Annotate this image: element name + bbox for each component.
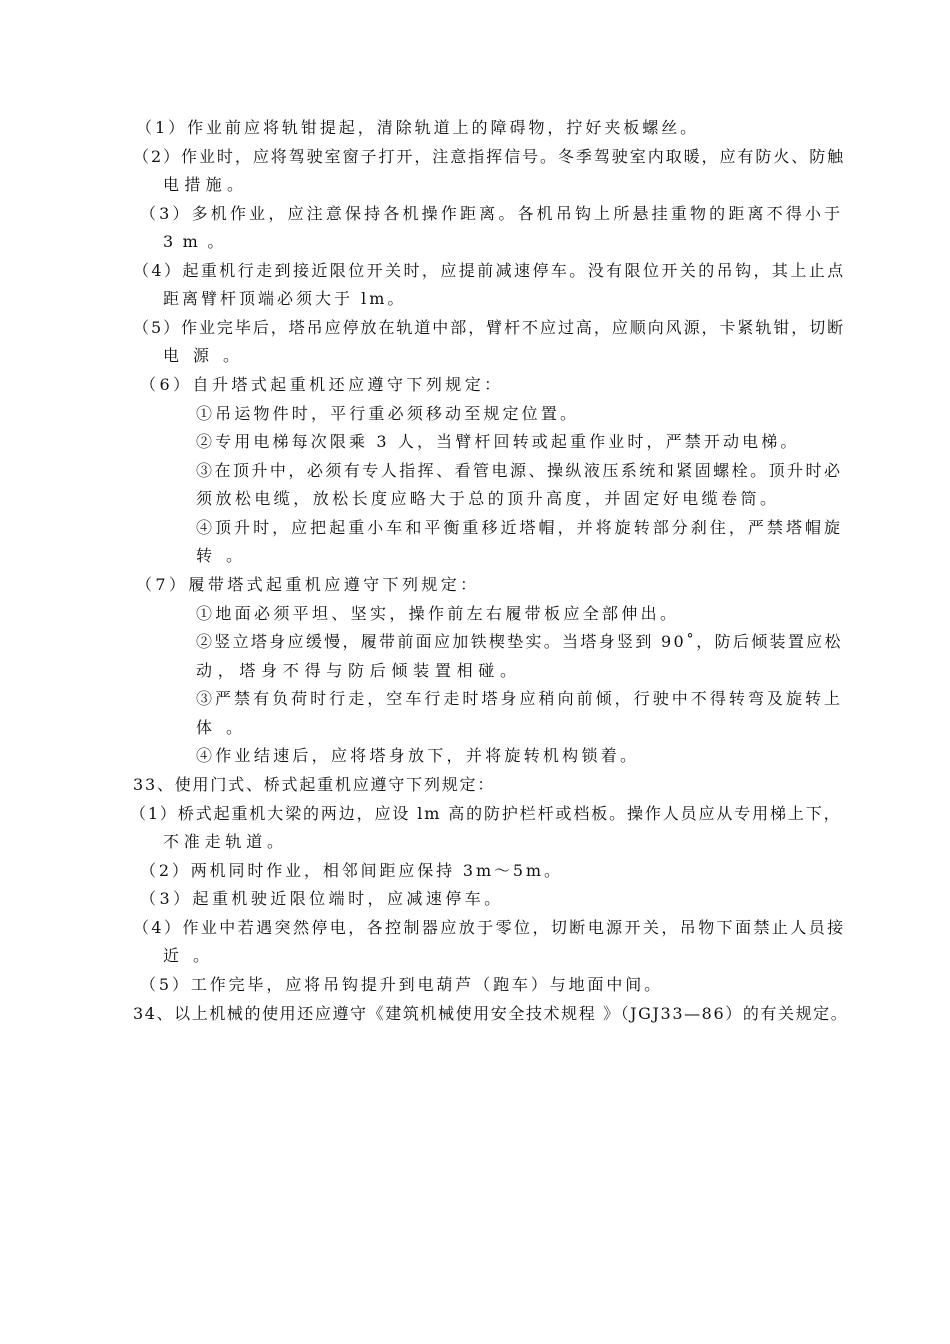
item-7-sub-3-line-1: ③严禁有负荷时行走，空车行走时塔身应稍向前倾，行驶中不得转弯及旋转上 bbox=[196, 689, 844, 708]
section-34-text: 34、以上机械的使用还应遵守《建筑机械使用安全技术规程 》（JGJ33—86）的有关规定。 bbox=[133, 1004, 849, 1023]
section-33-item-2: （2）两机同时作业，相邻间距应保持 3m～5m。 bbox=[140, 861, 563, 880]
item-7-sub-2-line-2: 动，塔身不得与防后倾装置相碰。 bbox=[196, 661, 522, 680]
section-33-item-1-line-1: （1）桥式起重机大梁的两边，应设 lm 高的防护栏杆或档板。操作人员应从专用梯上下， bbox=[130, 804, 842, 823]
section-33-item-5: （5）工作完毕，应将吊钩提升到电葫芦（跑车）与地面中间。 bbox=[140, 975, 664, 994]
item-7-sub-4: ④作业结速后，应将塔身放下，并将旋转机构锁着。 bbox=[196, 746, 640, 765]
item-2-line-2: 电措施。 bbox=[163, 175, 249, 194]
item-7-sub-2-line-1: ②竖立塔身应缓慢，履带前面应加铁楔垫实。当塔身竖到 90˚，防后倾装置应松 bbox=[196, 632, 843, 651]
section-33-item-4-line-2: 近。 bbox=[163, 946, 224, 965]
item-7-sub-1: ①地面必须平坦、坚实，操作前左右履带板应全部伸出。 bbox=[196, 604, 680, 623]
section-33-item-3: （3）起重机驶近限位端时，应减速停车。 bbox=[140, 889, 504, 908]
item-6-heading: （6）自升塔式起重机还应遵守下列规定： bbox=[140, 375, 504, 394]
item-6-sub-1: ①吊运物件时，平行重必须移动至规定位置。 bbox=[196, 404, 580, 423]
item-6-sub-3-line-1: ③在顶升中，必须有专人指挥、看管电源、操纵液压系统和紧固螺栓。顶升时必 bbox=[196, 461, 843, 480]
item-1-line: （1）作业前应将轨钳提起，清除轨道上的障碍物，拧好夹板螺丝。 bbox=[136, 118, 700, 137]
item-5-line-1: （5）作业完毕后，塔吊应停放在轨道中部，臂杆不应过高，应顺向风源，卡紧轨钳，切断 bbox=[133, 318, 846, 337]
item-6-sub-3-line-2: 须放松电缆，放松长度应略大于总的顶升高度，并固定好电缆卷筒。 bbox=[196, 489, 780, 508]
item-4-line-1: （4）起重机行走到接近限位开关时，应提前减速停车。没有限位开关的吊钩，其上止点 bbox=[133, 261, 846, 280]
item-3-line-2: 3m。 bbox=[163, 232, 233, 251]
item-7-sub-3-line-2: 体。 bbox=[196, 718, 257, 737]
item-2-line-1: （2）作业时，应将驾驶室窗子打开，注意指挥信号。冬季驾驶室内取暖，应有防火、防触 bbox=[133, 147, 846, 166]
section-33-item-1-line-2: 不准走轨道。 bbox=[163, 832, 288, 851]
section-33-heading: 33、使用门式、桥式起重机应遵守下列规定： bbox=[133, 775, 496, 794]
item-6-sub-4-line-1: ④顶升时，应把起重小车和平衡重移近塔帽，并将旋转部分刹住，严禁塔帽旋 bbox=[196, 518, 844, 537]
item-7-heading: （7）履带塔式起重机应遵守下列规定： bbox=[136, 575, 480, 594]
item-3-line-1: （3）多机作业，应注意保持各机操作距离。各机吊钩上所悬挂重物的距离不得小于 bbox=[140, 204, 844, 223]
section-33-item-4-line-1: （4）作业中若遇突然停电，各控制器应放于零位，切断电源开关，吊物下面禁止人员接 bbox=[133, 918, 846, 937]
item-5-line-2: 电源。 bbox=[163, 346, 254, 365]
item-6-sub-4-line-2: 转。 bbox=[196, 546, 257, 565]
item-6-sub-2: ②专用电梯每次限乘 3 人，当臂杆回转或起重作业时，严禁开动电梯。 bbox=[196, 432, 800, 451]
item-4-line-2: 距离臂杆顶端必须大于 lm。 bbox=[163, 289, 407, 308]
